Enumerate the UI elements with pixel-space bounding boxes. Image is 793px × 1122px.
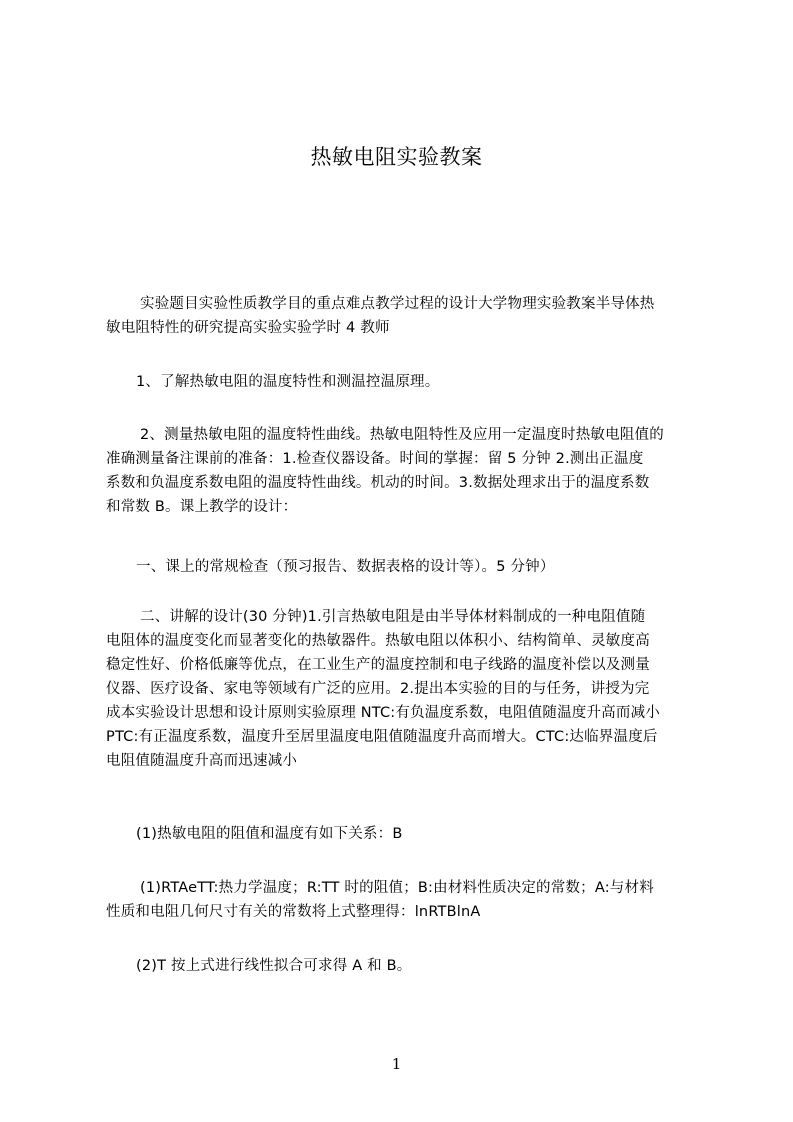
paragraph-line: 和常数 B。课上教学的设计： <box>106 499 298 515</box>
paragraph-line: 实验题目实验性质教学目的重点难点教学过程的设计大学物理实验教案半导体热 <box>140 296 655 312</box>
paragraph-line: 电阻体的温度变化而显著变化的热敏器件。热敏电阻以体积小、结构简单、灵敏度高 <box>106 633 650 649</box>
paragraph-relation <box>106 822 706 846</box>
paragraph-line: 2、测量热敏电阻的温度特性曲线。热敏电阻特性及应用一定温度时热敏电阻值的 <box>140 427 664 443</box>
paragraph-lecture-design <box>106 605 706 773</box>
paragraph-line: 准确测量备注课前的准备：1.检查仪器设备。时间的掌握：留 5 分钟 2.测出正温度 <box>106 451 644 467</box>
paragraph-objective-1 <box>106 370 706 394</box>
paragraph-line: 系数和负温度系数电阻的温度特性曲线。机动的时间。3.数据处理求出于的温度系数 <box>106 475 650 491</box>
paragraph-line: 电阻值随温度升高而迅速减小 <box>106 753 298 769</box>
paragraph-line: 二、讲解的设计(30 分钟)1.引言热敏电阻是由半导体材料制成的一种电阻值随 <box>140 609 646 625</box>
paragraph-line: (1)RTAeTT:热力学温度；R:TT 时的阻值；B:由材料性质决定的常数；A:与材料 <box>140 880 654 896</box>
paragraph-line: 1、了解热敏电阻的温度特性和测温控温原理。 <box>136 374 440 390</box>
paragraph-experiment-info <box>106 292 706 340</box>
paragraph-line: 一、课上的常规检查（预习报告、数据表格的设计等）。5 分钟） <box>136 559 555 575</box>
paragraph-routine-check <box>106 555 706 579</box>
paragraph-objective-2 <box>106 423 706 519</box>
paragraph-line: (1)热敏电阻的阻值和温度有如下关系：B <box>136 826 403 842</box>
paragraph-formula-explanation <box>106 876 706 924</box>
page-number: 1 <box>391 1055 402 1073</box>
paragraph-linear-fit <box>106 954 706 978</box>
paragraph-line: PTC:有正温度系数，温度升至居里温度电阻值随温度升高而增大。CTC:达临界温度后 <box>106 729 658 745</box>
document-title: 热敏电阻实验教案 <box>310 145 483 169</box>
paragraph-line: 成本实验设计思想和设计原则实验原理 NTC:有负温度系数，电阻值随温度升高而减小 <box>106 705 660 721</box>
paragraph-line: 稳定性好、价格低廉等优点，在工业生产的温度控制和电子线路的温度补偿以及测量 <box>106 657 650 673</box>
paragraph-line: 性质和电阻几何尺寸有关的常数将上式整理得：lnRTBlnA <box>106 904 481 920</box>
paragraph-line: 敏电阻特性的研究提高实验实验学时 4 教师 <box>106 320 390 336</box>
paragraph-line: 仪器、医疗设备、家电等领域有广泛的应用。2.提出本实验的目的与任务，讲授为完 <box>106 681 650 697</box>
paragraph-line: (2)T 按上式进行线性拟合可求得 A 和 B。 <box>136 958 412 974</box>
